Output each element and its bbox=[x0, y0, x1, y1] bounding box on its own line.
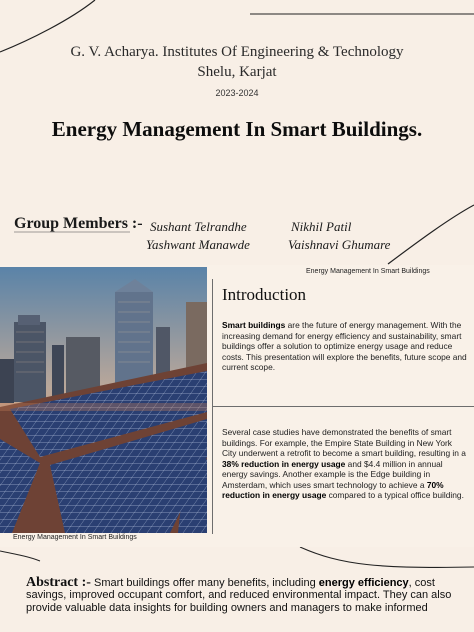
member-name: Yashwant Manawde bbox=[146, 237, 250, 252]
group-members-label: Group Members :- bbox=[14, 215, 143, 232]
member-name: Nikhil Patil bbox=[291, 219, 352, 234]
paragraph-text: compared to a typical office building. bbox=[326, 490, 464, 500]
bold-stat: 38% reduction in energy usage bbox=[222, 458, 346, 469]
solar-panel-city-photo bbox=[0, 267, 207, 533]
college-location: Shelu, Karjat bbox=[197, 64, 277, 80]
title-slide bbox=[0, 0, 474, 265]
member-name: Sushant Telrandhe bbox=[150, 219, 247, 234]
bold-term: Smart buildings bbox=[222, 320, 286, 330]
introduction-paragraph bbox=[222, 320, 468, 373]
bold-stat: 70% reduction in energy usage bbox=[222, 479, 444, 500]
academic-year: 2023-2024 bbox=[215, 88, 259, 98]
paragraph-text: are the future of energy management. With the increasing demand for energy efficiency and sustainability, smart buildings offer a solution to optimize energy usage and reduce costs. This presentation will explore the benefits, future scope and current scope. bbox=[222, 320, 467, 372]
presentation-title: Energy Management In Smart Buildings. bbox=[51, 117, 423, 141]
introduction-heading: Introduction bbox=[222, 285, 307, 304]
slide-header: Energy Management In Smart Buildings bbox=[306, 268, 430, 275]
divider-horizontal bbox=[212, 406, 474, 407]
paragraph-text: and $4.4 million in annual energy savings. Another example is the Edge building in Amsterdam, which uses smart technology to achieve a bbox=[222, 458, 443, 490]
introduction-slide bbox=[0, 265, 474, 547]
abstract-paragraph bbox=[26, 577, 456, 614]
college-name: G. V. Acharya. Institutes Of Engineering & Technology bbox=[70, 44, 404, 60]
bold-term: energy efficiency bbox=[318, 577, 409, 589]
paragraph-text: Smart buildings offer many benefits, including bbox=[90, 577, 319, 589]
case-study-paragraph bbox=[222, 427, 468, 501]
member-name: Vaishnavi Ghumare bbox=[288, 237, 391, 252]
abstract-slide bbox=[0, 547, 474, 632]
abstract-label: Abstract :- bbox=[26, 575, 91, 590]
paragraph-text: , cost savings, improved occupant comfort, and reduced environmental impact. They can also provide valuable data insights for building owners and managers to make informed bbox=[26, 577, 452, 614]
paragraph-text: Several case studies have demonstrated the benefits of smart buildings. For example, the Empire State Building in New York City underwent a retrofit to become a smart building, resulting in a bbox=[222, 427, 466, 458]
slide-footer: Energy Management In Smart Buildings bbox=[13, 534, 137, 541]
